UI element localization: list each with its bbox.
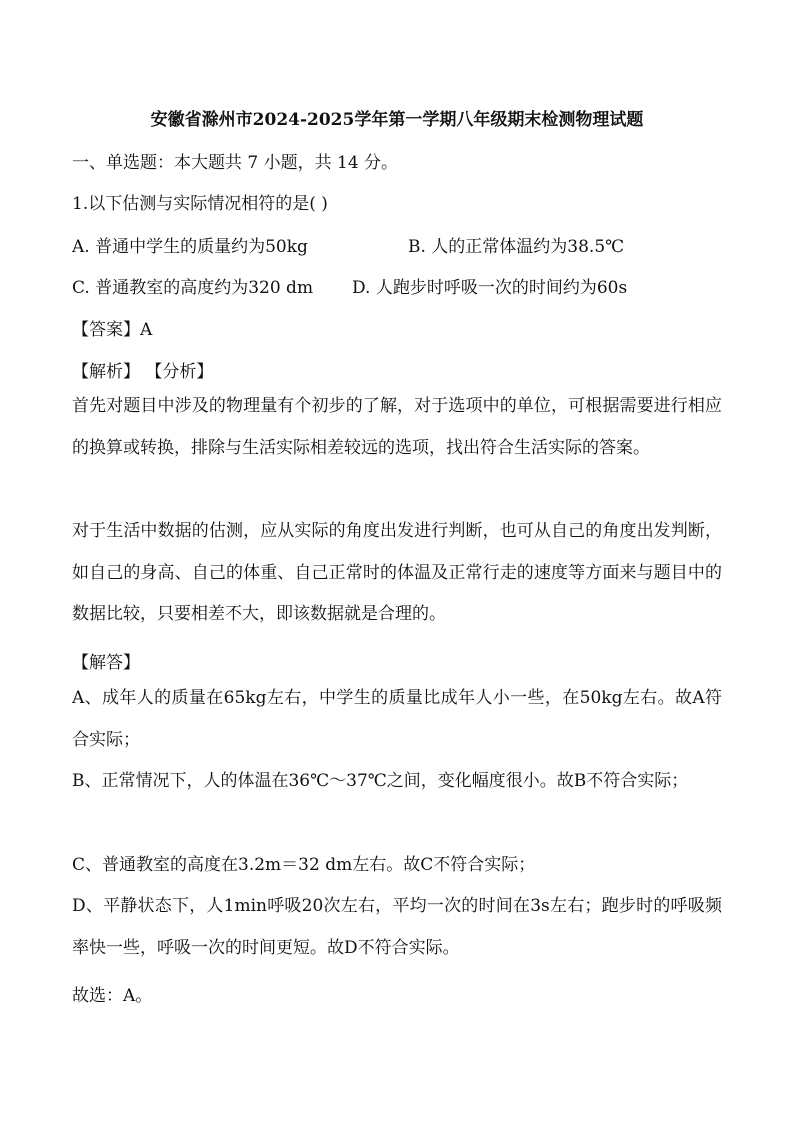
section-heading: 一、单选题：本大题共 7 小题，共 14 分。: [72, 153, 399, 173]
answer-line: 【答案】A: [72, 320, 153, 340]
solution-b: B、正常情况下，人的体温在36℃～37℃之间，变化幅度很小。故B不符合实际；: [72, 771, 689, 791]
document-title: 安徽省滁州市2024-2025学年第一学期八年级期末检测物理试题: [150, 110, 644, 130]
solution-a: A、成年人的质量在65kg左右，中学生的质量比成年人小一些，在50kg左右。故A符合实际；: [72, 688, 722, 750]
analysis-paragraph-2: 对于生活中数据的估测，应从实际的角度出发进行判断，也可从自己的角度出发判断，如自己的身高、自己的体重、自己正常时的体温及正常行走的速度等方面来与题目中的数据比较，只要相差不大，即该数据就是合理的。: [72, 521, 722, 624]
conclusion: 故选：A。: [72, 986, 153, 1006]
solution-d: D、平静状态下，人1min呼吸20次左右，平均一次的时间在3s左右；跑步时的呼吸频率快一些，呼吸一次的时间更短。故D不符合实际。: [72, 896, 722, 958]
analysis-paragraph-1: 首先对题目中涉及的物理量有个初步的了解，对于选项中的单位，可根据需要进行相应的换算或转换，排除与生活实际相差较远的选项，找出符合生活实际的答案。: [72, 396, 722, 458]
solution-c: C、普通教室的高度在3.2m＝32 dm左右。故C不符合实际；: [72, 855, 536, 875]
option-b: B. 人的正常体温约为38.5℃: [408, 237, 625, 257]
option-a: A. 普通中学生的质量约为50kg: [72, 237, 308, 257]
option-c: C. 普通教室的高度约为320 dm: [72, 278, 314, 298]
solution-heading: 【解答】: [72, 653, 140, 673]
option-d: D. 人跑步时呼吸一次的时间约为60s: [352, 278, 628, 298]
question-text: 1.以下估测与实际情况相符的是( ): [72, 194, 328, 214]
analysis-heading: 【解析】 【分析】: [72, 362, 214, 382]
